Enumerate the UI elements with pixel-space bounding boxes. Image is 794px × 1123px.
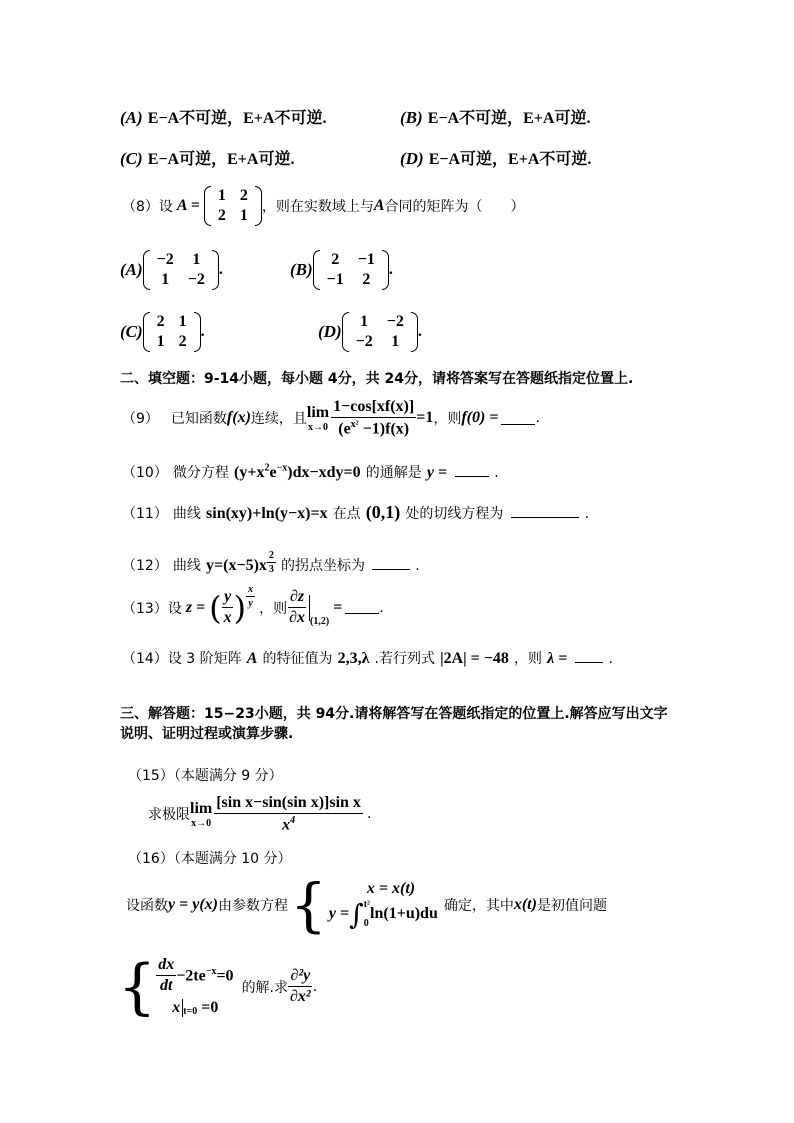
formula: y=(x−5)x — [206, 557, 267, 574]
answer-blank[interactable] — [575, 650, 603, 663]
denominator: ∂x — [289, 609, 306, 626]
fraction — [288, 967, 313, 1006]
eq-sup: −x — [205, 965, 217, 977]
matrix-cell: 2 — [362, 271, 371, 288]
question-text: 的特征值为 — [262, 651, 333, 667]
question-15 — [148, 794, 371, 834]
section-2-heading: 二、填空题：9-14小题，每小题 4分，共 24分，请将答案写在答题纸指定位置上. — [120, 371, 634, 387]
denominator: y — [248, 598, 253, 609]
den-part: −1)f(x) — [358, 420, 410, 438]
option-label: (D) — [318, 322, 342, 341]
formula: y = y(x) — [168, 896, 218, 913]
lim-label: lim — [306, 403, 330, 421]
question-16-header: （16）（本题满分 10 分） — [128, 851, 292, 867]
option-text: E−A可逆，E+A可逆. — [147, 151, 295, 168]
question-14 — [122, 648, 613, 668]
period: . — [608, 651, 613, 667]
question-13 — [122, 584, 384, 627]
matrix-cell: −2 — [355, 333, 373, 350]
answer-blank[interactable] — [372, 557, 410, 570]
question-text: 确定，其中 — [443, 898, 514, 914]
period: . — [312, 978, 318, 995]
denominator: ∂x² — [290, 988, 311, 1005]
eq-text: =0 — [201, 999, 219, 1016]
question-text: 曲线 — [172, 558, 201, 574]
eq-part: ln(1+u)du — [370, 905, 438, 922]
formula: f(0) = — [461, 409, 499, 427]
brace: { — [118, 951, 157, 1022]
numerator: y — [222, 588, 233, 608]
formula: =1 — [416, 409, 434, 427]
numerator: ∂²y — [288, 967, 312, 987]
limit — [190, 800, 212, 829]
lim-label: lim — [190, 799, 213, 817]
denominator — [336, 418, 411, 438]
section-3-heading-line2: 说明、证明过程或演算步骤. — [120, 726, 294, 742]
matrix-cell: 2 — [217, 207, 226, 224]
matrix-cell: 2 — [178, 333, 187, 350]
ivp-eq-2 — [172, 999, 218, 1017]
question-text: ，则 — [433, 411, 462, 428]
formula: λ = — [547, 650, 568, 667]
paren-right: ) — [233, 588, 247, 627]
brace: { — [289, 871, 327, 939]
matrix-cell: 1 — [161, 271, 170, 288]
q7-option-c — [120, 146, 294, 169]
question-text: 在点 — [332, 506, 361, 522]
question-number: （8）设 — [122, 199, 173, 215]
numerator: [sin x−sin(sin x)]sin x — [214, 794, 363, 814]
denominator — [280, 814, 297, 834]
period: . — [366, 806, 372, 823]
question-number: （13）设 — [122, 600, 182, 617]
fraction — [222, 588, 234, 627]
eq-text: x — [172, 999, 181, 1016]
option-text: E−A不可逆，E+A可逆. — [427, 110, 591, 127]
period: . — [200, 323, 205, 340]
question-15-header: （15）（本题满分 9 分） — [128, 768, 283, 784]
initial-value-problem — [156, 956, 233, 1017]
question-text: 微分方程 — [172, 465, 229, 481]
option-label: (C) — [120, 322, 143, 341]
option-label: (A) — [120, 108, 143, 127]
question-text: ，则 — [514, 651, 543, 667]
limit — [307, 404, 329, 433]
formula — [234, 464, 361, 481]
period: . — [535, 410, 540, 427]
question-text: 的通解是 — [365, 465, 422, 481]
matrix-cell: 2 — [239, 187, 248, 204]
formula: A — [246, 650, 258, 667]
exponent-fraction — [246, 584, 255, 609]
question-number: （10） — [122, 465, 168, 481]
eq-part: y = — [328, 905, 350, 922]
den-part: x — [282, 816, 291, 834]
q8-option-a — [120, 250, 223, 290]
question-text: .若行列式 — [374, 651, 435, 667]
question-text: 设函数 — [126, 898, 168, 914]
system-eq-2 — [329, 898, 438, 931]
matrix — [313, 250, 389, 290]
matrix-cell: 1 — [156, 333, 165, 350]
system-eq-1: x = x(t) — [366, 879, 416, 897]
option-label: (D) — [400, 149, 424, 168]
denominator: dt — [159, 977, 173, 994]
lim-sub: x→0 — [308, 421, 329, 433]
q7-option-a — [120, 105, 326, 128]
lim-sub: x→0 — [191, 817, 212, 829]
matrix-cell: 1 — [192, 251, 201, 268]
matrix-cell: −1 — [357, 251, 375, 268]
formula: A = — [176, 197, 200, 214]
question-text: 合同的矩阵为（ ） — [384, 199, 525, 215]
question-text: 连续，且 — [250, 411, 307, 428]
matrix-cell: 1 — [391, 333, 400, 350]
lower-limit: 0 — [363, 918, 369, 929]
matrix — [143, 312, 201, 352]
matrix-cell: 1 — [217, 187, 226, 204]
question-text: 是初值问题 — [536, 898, 607, 914]
matrix-cell: 2 — [156, 313, 165, 330]
fraction — [156, 956, 176, 995]
matrix-cell: −1 — [326, 271, 344, 288]
q7-option-d — [400, 146, 591, 169]
question-number: （9） — [122, 411, 159, 428]
fraction — [331, 398, 416, 438]
matrix — [143, 250, 219, 290]
q8-option-b — [290, 250, 393, 290]
question-text: 的拐点坐标为 — [281, 558, 365, 574]
question-text: 求极限 — [148, 807, 190, 824]
question-9 — [122, 398, 540, 438]
eq-part: (y+x — [234, 464, 265, 481]
matrix — [342, 312, 418, 352]
q8-option-c — [120, 312, 205, 352]
formula: |2A| = −48 — [440, 650, 509, 667]
numerator: ∂z — [288, 588, 306, 608]
question-12 — [122, 550, 420, 575]
den-exp: x² — [350, 419, 359, 430]
eq-part — [176, 966, 233, 985]
period: . — [584, 506, 590, 522]
eq-text: −2te — [176, 967, 206, 985]
ivp-eq-1 — [156, 956, 233, 995]
option-label: (B) — [290, 260, 313, 279]
period: . — [415, 558, 420, 574]
formula: y = — [426, 464, 448, 481]
numerator: 1−cos[xf(x)] — [331, 398, 416, 418]
matrix-cell: 1 — [239, 207, 248, 224]
question-number: （11） — [122, 506, 168, 522]
matrix-cell: −2 — [187, 271, 205, 288]
option-label: (A) — [120, 260, 143, 279]
question-text: 已知函数 — [170, 411, 227, 428]
question-text: 处的切线方程为 — [405, 506, 504, 522]
eq-sub: t=0 — [183, 1006, 198, 1017]
formula: = — [333, 598, 343, 616]
period: . — [218, 261, 223, 278]
paren-left: ( — [209, 588, 222, 627]
eq-sup: −x — [276, 462, 288, 474]
question-text: 曲线 — [172, 506, 201, 522]
answer-blank[interactable] — [501, 412, 535, 425]
question-11 — [122, 502, 589, 523]
matrix-cell: 2 — [331, 251, 340, 268]
formula: (0,1) — [365, 502, 401, 522]
den-exp: 4 — [290, 815, 296, 826]
period: . — [388, 261, 393, 278]
question-number: （14）设 3 阶矩阵 — [122, 651, 242, 667]
integral: ∫ t² 0 — [349, 897, 371, 931]
question-16-line2 — [118, 951, 318, 1022]
den-part: (e — [338, 420, 351, 438]
question-16-line1 — [126, 871, 607, 939]
question-10 — [122, 462, 499, 482]
matrix — [204, 186, 262, 226]
answer-blank[interactable] — [345, 601, 379, 614]
answer-blank[interactable] — [511, 505, 579, 518]
exponent-fraction — [267, 550, 276, 575]
question-text: 由参数方程 — [217, 898, 288, 914]
matrix-cell: −2 — [386, 313, 404, 330]
eq-part: )dx−xdy=0 — [287, 464, 361, 481]
denominator: x — [223, 609, 232, 626]
fraction — [287, 588, 307, 627]
question-text: ，则在实数域上与 — [261, 199, 374, 215]
question-text: 的解.求 — [241, 979, 289, 996]
matrix-cell: −2 — [156, 251, 174, 268]
formula: 2,3,λ — [337, 650, 370, 667]
question-number: （12） — [122, 558, 168, 574]
matrix-cell: 1 — [178, 313, 187, 330]
numerator: 2 — [268, 550, 274, 561]
upper-limit: t² — [363, 899, 371, 910]
q8-option-d — [318, 312, 422, 352]
formula: f(x) — [226, 409, 251, 427]
period: . — [379, 599, 384, 616]
answer-blank[interactable] — [455, 464, 489, 477]
option-label: (C) — [120, 149, 143, 168]
formula: x(t) — [513, 896, 537, 913]
numerator: x — [248, 584, 254, 595]
matrix-cell: 1 — [360, 313, 369, 330]
eq-sup: 2 — [264, 462, 270, 474]
evaluated-at: (1,2) — [310, 616, 330, 627]
numerator: dx — [156, 956, 176, 976]
option-text: E−A不可逆，E+A不可逆. — [147, 110, 327, 127]
parametric-system — [329, 880, 438, 931]
formula: sin(xy)+ln(y−x)=x — [206, 505, 328, 522]
q7-option-b — [400, 105, 590, 128]
denominator: 3 — [268, 564, 274, 575]
eq-part: e — [269, 464, 277, 481]
formula: A — [373, 197, 385, 214]
option-label: (B) — [400, 108, 423, 127]
fraction — [214, 794, 363, 834]
question-text: ，则 — [259, 600, 288, 617]
period: . — [417, 323, 422, 340]
option-text: E−A可逆，E+A不可逆. — [428, 151, 592, 168]
formula: z = — [185, 598, 206, 616]
period: . — [494, 465, 499, 481]
eq-text: =0 — [216, 967, 234, 985]
question-8 — [122, 186, 525, 226]
section-3-heading-line1: 三、解答题：15−23小题，共 94分.请将解答写在答题纸指定的位置上.解答应写出文字 — [120, 706, 668, 722]
